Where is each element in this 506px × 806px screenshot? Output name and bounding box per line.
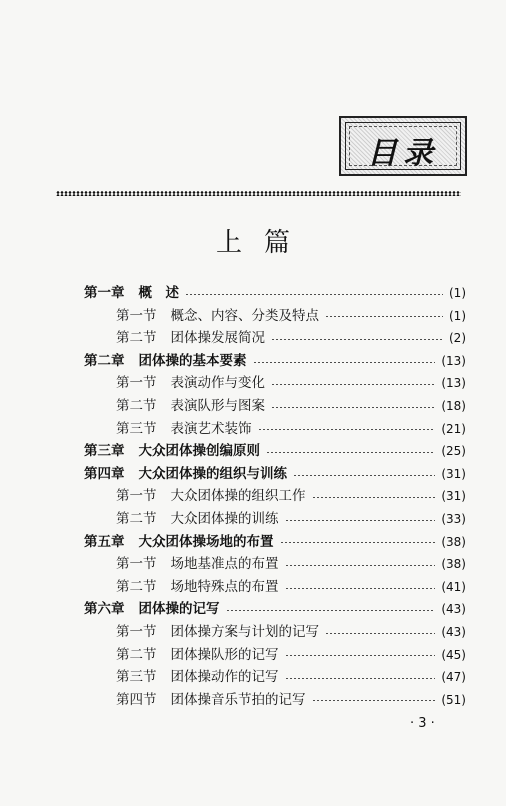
contents-title: 目录 [367,136,439,171]
toc-entry-label: 第三节 [116,420,157,437]
toc-entry-title: 大众团体操的组织与训练 [138,465,287,482]
toc-leader-dots [312,700,436,701]
toc-entry-title: 表演动作与变化 [170,375,265,392]
toc-leader-dots [253,362,436,363]
toc-section-entry[interactable] [84,620,466,643]
part-title: 上篇 [215,228,312,258]
toc-chapter-entry[interactable] [84,462,466,485]
toc-leader-dots [185,294,443,295]
toc-entry-page: (1) [449,308,466,323]
dotted-divider [56,191,461,196]
toc-entry-title: 表演艺术装饰 [170,420,252,437]
toc-entry-title: 团体操的记写 [138,601,220,618]
toc-leader-dots [325,316,443,317]
toc-entry-page: (21) [441,421,466,436]
toc-entry-page: (2) [449,331,466,346]
toc-entry-label: 第一节 [116,375,157,392]
toc-entry-page: (43) [441,602,466,617]
toc-entry-page: (1) [449,286,466,300]
toc-entry-page: (47) [441,670,466,685]
page-number: · 3 · [410,716,435,731]
toc-entry-label: 第六章 [84,601,125,618]
toc-entry-title: 团体操的基本要素 [138,352,247,369]
toc-section-entry[interactable] [84,394,466,417]
toc-leader-dots [293,475,435,476]
toc-section-entry[interactable] [84,484,466,507]
toc-leader-dots [271,407,435,408]
toc-entry-title: 场地基准点的布置 [170,556,279,573]
toc-entry-page: (38) [441,534,466,549]
toc-leader-dots [285,520,436,521]
toc-leader-dots [312,497,436,498]
toc-section-entry[interactable] [84,507,466,530]
toc-entry-label: 第五章 [84,533,125,550]
toc-leader-dots [285,565,436,566]
toc-entry-title: 概 述 [138,285,179,301]
toc-entry-page: (13) [441,353,466,368]
toc-entry-label: 第一章 [84,285,125,301]
toc-section-entry[interactable] [84,552,466,575]
toc-entry-title: 场地特殊点的布置 [170,578,279,595]
toc-entry-page: (45) [441,647,466,662]
toc-leader-dots [226,610,436,611]
toc-entry-page: (31) [441,489,466,504]
toc-entry-label: 第二节 [116,578,157,595]
toc-section-entry[interactable] [84,665,466,688]
toc-section-entry[interactable] [84,643,466,666]
toc-entry-page: (25) [441,444,466,459]
toc-entry-title: 团体操队形的记写 [170,646,279,663]
toc-leader-dots [285,588,436,589]
toc-chapter-entry[interactable] [84,597,466,620]
toc-entry-page: (18) [441,398,466,413]
toc-entry-title: 团体操动作的记写 [170,669,279,686]
toc-entry-label: 第三章 [84,443,125,460]
toc-section-entry[interactable] [84,304,466,327]
toc-entry-title: 表演队形与图案 [170,397,265,414]
toc-leader-dots [258,429,436,430]
toc-entry-title: 团体操方案与计划的记写 [170,623,319,640]
toc-section-entry[interactable] [84,417,466,440]
toc-entry-title: 大众团体操场地的布置 [138,533,274,550]
toc-entry-label: 第二节 [116,330,157,347]
toc-entry-title: 大众团体操创编原则 [138,443,260,460]
toc-entry-label: 第一节 [116,307,157,324]
toc-entry-title: 团体操发展简况 [170,330,265,347]
toc-section-entry[interactable] [84,326,466,349]
toc-chapter-entry[interactable] [84,530,466,553]
toc-chapter-entry[interactable] [84,349,466,372]
toc-section-entry[interactable] [84,688,466,711]
toc-leader-dots [285,678,436,679]
toc-section-entry[interactable] [84,371,466,394]
toc-entry-page: (43) [441,624,466,639]
toc-entry-label: 第二节 [116,646,157,663]
toc-entry-label: 第二章 [84,352,125,369]
toc-leader-dots [325,633,435,634]
toc-entry-page: (51) [441,692,466,707]
toc-leader-dots [271,384,435,385]
toc-entry-label: 第二节 [116,397,157,414]
toc-entry-page: (13) [441,376,466,391]
toc-entry-label: 第四章 [84,465,125,482]
toc-leader-dots [266,452,435,453]
table-of-contents [84,281,466,710]
toc-entry-label: 第一节 [116,556,157,573]
toc-chapter-entry[interactable] [84,439,466,462]
toc-entry-label: 第一节 [116,488,157,505]
toc-entry-title: 大众团体操的训练 [170,510,279,527]
toc-entry-page: (31) [441,466,466,481]
toc-leader-dots [271,339,443,340]
toc-entry-title: 概念、内容、分类及特点 [170,307,319,324]
contents-title-frame [339,116,467,176]
toc-entry-page: (38) [441,557,466,572]
toc-entry-page: (33) [441,511,466,526]
toc-entry-label: 第三节 [116,669,157,686]
toc-entry-label: 第二节 [116,510,157,527]
toc-leader-dots [280,542,436,543]
toc-entry-label: 第四节 [116,691,157,708]
toc-entry-title: 团体操音乐节拍的记写 [170,691,306,708]
toc-section-entry[interactable] [84,575,466,598]
toc-chapter-entry[interactable] [84,281,466,304]
toc-entry-page: (41) [441,579,466,594]
toc-entry-title: 大众团体操的组织工作 [170,488,306,505]
toc-entry-label: 第一节 [116,623,157,640]
toc-leader-dots [285,655,436,656]
